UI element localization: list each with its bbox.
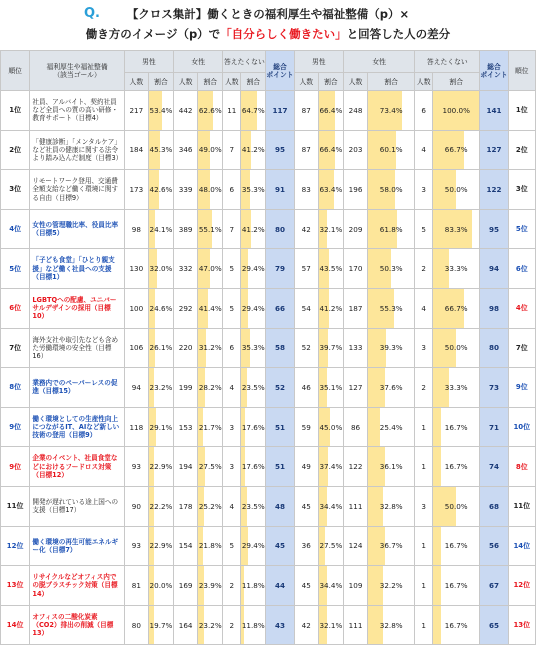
ratio-cell: 29.4%	[241, 249, 266, 289]
ratio-cell: 34.4%	[318, 566, 343, 606]
header-rank: 順位	[1, 51, 30, 91]
item-cell: LGBTQへの配慮、ユニバーサルデザインの採用（目標10）	[30, 288, 124, 328]
ratio-cell: 25.4%	[368, 407, 415, 447]
ratio-cell: 43.5%	[318, 249, 343, 289]
rank-cell: 8位	[508, 447, 535, 487]
count-cell: 49	[294, 447, 318, 487]
ratio-cell: 62.6%	[198, 91, 223, 131]
item-cell: オフィスの二酸化炭素（CO2）排出の削減（目標13）	[30, 605, 124, 645]
ratio-cell: 29.1%	[148, 407, 173, 447]
q-label: Q.	[84, 6, 100, 21]
ratio-cell: 26.1%	[148, 328, 173, 368]
count-cell: 220	[174, 328, 198, 368]
ratio-cell: 17.6%	[241, 407, 266, 447]
ratio-cell: 37.6%	[368, 368, 415, 408]
header-female: 女性	[174, 51, 223, 73]
count-cell: 1	[415, 447, 433, 487]
count-cell: 2	[415, 249, 433, 289]
count-cell: 3	[223, 407, 241, 447]
subheader: 人数	[174, 73, 198, 91]
total-point-cell: 51	[266, 447, 294, 487]
ratio-cell: 22.9%	[148, 447, 173, 487]
count-cell: 203	[343, 130, 367, 170]
ratio-cell: 21.7%	[198, 407, 223, 447]
count-cell: 184	[124, 130, 148, 170]
ratio-cell: 11.8%	[241, 605, 266, 645]
total-point-cell: 65	[480, 605, 508, 645]
header-item: 福利厚生や福祉整備 （該当ゴール）	[30, 51, 124, 91]
count-cell: 6	[415, 91, 433, 131]
total-point-cell: 74	[480, 447, 508, 487]
ratio-cell: 25.2%	[198, 486, 223, 526]
count-cell: 7	[223, 209, 241, 249]
ratio-cell: 60.1%	[368, 130, 415, 170]
ratio-cell: 45.3%	[148, 130, 173, 170]
ratio-bar	[433, 606, 441, 645]
count-cell: 93	[124, 526, 148, 566]
rank-cell: 13位	[1, 566, 30, 606]
count-cell: 5	[223, 526, 241, 566]
count-cell: 4	[415, 288, 433, 328]
ratio-cell: 61.8%	[368, 209, 415, 249]
count-cell: 199	[174, 368, 198, 408]
ratio-cell: 16.7%	[433, 447, 480, 487]
ratio-cell: 58.0%	[368, 170, 415, 210]
count-cell: 94	[124, 368, 148, 408]
ratio-cell: 31.2%	[198, 328, 223, 368]
subheader: 人数	[124, 73, 148, 91]
count-cell: 4	[415, 130, 433, 170]
ratio-cell: 50.3%	[368, 249, 415, 289]
ratio-bar	[433, 566, 441, 605]
count-cell: 87	[294, 130, 318, 170]
ratio-cell: 23.2%	[148, 368, 173, 408]
count-cell: 154	[174, 526, 198, 566]
total-point-cell: 45	[266, 526, 294, 566]
count-cell: 36	[294, 526, 318, 566]
count-cell: 173	[124, 170, 148, 210]
header-rank-2: 順位	[508, 51, 535, 91]
ratio-cell: 22.2%	[148, 486, 173, 526]
item-cell: 開発が遅れている途上国への支援（目標17）	[30, 486, 124, 526]
count-cell: 98	[124, 209, 148, 249]
item-cell: 働く環境の再生可能エネルギー化（目標7）	[30, 526, 124, 566]
count-cell: 109	[343, 566, 367, 606]
rank-cell: 12位	[1, 526, 30, 566]
count-cell: 3	[415, 170, 433, 210]
count-cell: 1	[415, 526, 433, 566]
ratio-cell: 41.4%	[198, 288, 223, 328]
ratio-cell: 66.7%	[433, 288, 480, 328]
table-row	[1, 91, 536, 131]
ratio-cell: 24.6%	[148, 288, 173, 328]
ratio-cell: 35.3%	[241, 170, 266, 210]
ratio-bar	[433, 408, 441, 447]
count-cell: 346	[174, 130, 198, 170]
count-cell: 127	[343, 368, 367, 408]
count-cell: 1	[415, 605, 433, 645]
subheader: 割合	[198, 73, 223, 91]
subheader: 割合	[433, 73, 480, 91]
count-cell: 6	[223, 328, 241, 368]
count-cell: 87	[294, 91, 318, 131]
ratio-cell: 55.3%	[368, 288, 415, 328]
count-cell: 178	[174, 486, 198, 526]
ratio-cell: 66.4%	[318, 130, 343, 170]
rank-cell: 7位	[508, 328, 535, 368]
count-cell: 46	[294, 368, 318, 408]
ratio-cell: 32.1%	[318, 209, 343, 249]
total-point-cell: 94	[480, 249, 508, 289]
total-point-cell: 56	[480, 526, 508, 566]
ratio-cell: 42.6%	[148, 170, 173, 210]
title-line1: 【クロス集計】働くときの福利厚生や福祉整備（p）×	[126, 7, 410, 21]
total-point-cell: 80	[480, 328, 508, 368]
count-cell: 209	[343, 209, 367, 249]
rank-cell: 14位	[508, 526, 535, 566]
count-cell: 5	[223, 288, 241, 328]
header-female-2: 女性	[343, 51, 414, 73]
count-cell: 1	[415, 407, 433, 447]
title-area	[0, 0, 536, 50]
count-cell: 86	[343, 407, 367, 447]
table-row	[1, 368, 536, 408]
count-cell: 2	[223, 566, 241, 606]
count-cell: 100	[124, 288, 148, 328]
ratio-cell: 32.1%	[318, 605, 343, 645]
ratio-cell: 21.8%	[198, 526, 223, 566]
rank-cell: 1位	[508, 91, 535, 131]
count-cell: 11	[223, 91, 241, 131]
count-cell: 3	[223, 447, 241, 487]
ratio-cell: 55.1%	[198, 209, 223, 249]
cross-table	[0, 50, 536, 645]
ratio-cell: 41.2%	[318, 288, 343, 328]
ratio-cell: 23.9%	[198, 566, 223, 606]
table-row	[1, 130, 536, 170]
count-cell: 6	[223, 170, 241, 210]
count-cell: 90	[124, 486, 148, 526]
item-cell: 「健康診断」「メンタルケア」など社員の健康に関する法令より踏み込んだ制度（目標3）	[30, 130, 124, 170]
total-point-cell: 91	[266, 170, 294, 210]
count-cell: 5	[415, 209, 433, 249]
count-cell: 130	[124, 249, 148, 289]
count-cell: 111	[343, 605, 367, 645]
header-na: 答えたくない	[223, 51, 266, 73]
ratio-cell: 29.4%	[241, 526, 266, 566]
item-cell: 女性の管理職比率、役員比率（目標5）	[30, 209, 124, 249]
count-cell: 5	[223, 249, 241, 289]
subheader: 人数	[223, 73, 241, 91]
table-row	[1, 170, 536, 210]
rank-cell: 9位	[508, 368, 535, 408]
ratio-cell: 17.6%	[241, 447, 266, 487]
total-point-cell: 127	[480, 130, 508, 170]
count-cell: 196	[343, 170, 367, 210]
rank-cell: 11位	[1, 486, 30, 526]
count-cell: 187	[343, 288, 367, 328]
count-cell: 80	[124, 605, 148, 645]
rank-cell: 11位	[508, 486, 535, 526]
total-point-cell: 43	[266, 605, 294, 645]
table-row	[1, 605, 536, 645]
count-cell: 2	[223, 605, 241, 645]
total-point-cell: 58	[266, 328, 294, 368]
ratio-cell: 63.4%	[318, 170, 343, 210]
rank-cell: 8位	[1, 368, 30, 408]
count-cell: 59	[294, 407, 318, 447]
rank-cell: 1位	[1, 91, 30, 131]
ratio-cell: 39.3%	[368, 328, 415, 368]
ratio-cell: 32.8%	[368, 605, 415, 645]
subheader: 割合	[368, 73, 415, 91]
count-cell: 45	[294, 566, 318, 606]
table-row	[1, 209, 536, 249]
count-cell: 339	[174, 170, 198, 210]
total-point-cell: 79	[266, 249, 294, 289]
ratio-cell: 47.0%	[198, 249, 223, 289]
ratio-cell: 50.0%	[433, 486, 480, 526]
count-cell: 3	[415, 328, 433, 368]
total-point-cell: 141	[480, 91, 508, 131]
rank-cell: 3位	[508, 170, 535, 210]
count-cell: 111	[343, 486, 367, 526]
ratio-bar	[433, 447, 441, 486]
count-cell: 4	[223, 368, 241, 408]
ratio-cell: 32.0%	[148, 249, 173, 289]
ratio-cell: 36.1%	[368, 447, 415, 487]
ratio-cell: 41.2%	[241, 130, 266, 170]
rank-cell: 5位	[508, 209, 535, 249]
header-total: 総合 ポイント	[266, 51, 294, 91]
total-point-cell: 67	[480, 566, 508, 606]
count-cell: 42	[294, 605, 318, 645]
item-cell: リモートワーク登用、交通費全額支給など働く環境に関する自由（目標9）	[30, 170, 124, 210]
ratio-cell: 39.7%	[318, 328, 343, 368]
subheader: 割合	[241, 73, 266, 91]
item-cell: 企業のイベント、社員食堂などにおけるフードロス対策（目標12）	[30, 447, 124, 487]
rank-cell: 6位	[1, 288, 30, 328]
ratio-cell: 27.5%	[318, 526, 343, 566]
rank-cell: 2位	[1, 130, 30, 170]
count-cell: 81	[124, 566, 148, 606]
count-cell: 7	[223, 130, 241, 170]
count-cell: 83	[294, 170, 318, 210]
count-cell: 124	[343, 526, 367, 566]
count-cell: 248	[343, 91, 367, 131]
ratio-cell: 66.4%	[318, 91, 343, 131]
ratio-bar	[368, 408, 380, 447]
ratio-cell: 73.4%	[368, 91, 415, 131]
ratio-cell: 23.5%	[241, 486, 266, 526]
count-cell: 42	[294, 209, 318, 249]
ratio-cell: 16.7%	[433, 566, 480, 606]
ratio-cell: 50.0%	[433, 328, 480, 368]
header-male-2: 男性	[294, 51, 343, 73]
rank-cell: 12位	[508, 566, 535, 606]
ratio-cell: 37.4%	[318, 447, 343, 487]
total-point-cell: 68	[480, 486, 508, 526]
item-cell: 働く環境としての生産性向上につながるIT、AIなど新しい技術の登用（目標9）	[30, 407, 124, 447]
count-cell: 292	[174, 288, 198, 328]
total-point-cell: 52	[266, 368, 294, 408]
total-point-cell: 95	[266, 130, 294, 170]
rank-cell: 2位	[508, 130, 535, 170]
total-point-cell: 66	[266, 288, 294, 328]
ratio-cell: 48.0%	[198, 170, 223, 210]
ratio-cell: 27.5%	[198, 447, 223, 487]
count-cell: 122	[343, 447, 367, 487]
item-cell: リサイクルなどオフィス内での脱プラスチック対策（目標14）	[30, 566, 124, 606]
count-cell: 442	[174, 91, 198, 131]
count-cell: 389	[174, 209, 198, 249]
count-cell: 169	[174, 566, 198, 606]
ratio-cell: 28.2%	[198, 368, 223, 408]
total-point-cell: 117	[266, 91, 294, 131]
rank-cell: 4位	[1, 209, 30, 249]
subheader: 人数	[343, 73, 367, 91]
total-point-cell: 48	[266, 486, 294, 526]
ratio-cell: 50.0%	[433, 170, 480, 210]
table-row	[1, 288, 536, 328]
ratio-cell: 29.4%	[241, 288, 266, 328]
table-row	[1, 407, 536, 447]
header-total-2: 総合 ポイント	[480, 51, 508, 91]
total-point-cell: 71	[480, 407, 508, 447]
count-cell: 118	[124, 407, 148, 447]
rank-cell: 7位	[1, 328, 30, 368]
ratio-cell: 16.7%	[433, 605, 480, 645]
total-point-cell: 73	[480, 368, 508, 408]
count-cell: 2	[415, 368, 433, 408]
ratio-cell: 16.7%	[433, 526, 480, 566]
ratio-cell: 34.4%	[318, 486, 343, 526]
rank-cell: 5位	[1, 249, 30, 289]
rank-cell: 10位	[508, 407, 535, 447]
table-row	[1, 249, 536, 289]
ratio-cell: 33.3%	[433, 368, 480, 408]
count-cell: 194	[174, 447, 198, 487]
ratio-cell: 32.8%	[368, 486, 415, 526]
title-line2: 働き方のイメージ（p）で「自分らしく働きたい」と回答した人の差分	[85, 27, 451, 41]
ratio-cell: 11.8%	[241, 566, 266, 606]
count-cell: 217	[124, 91, 148, 131]
subheader: 割合	[318, 73, 343, 91]
table-row	[1, 328, 536, 368]
rank-cell: 9位	[1, 447, 30, 487]
count-cell: 133	[343, 328, 367, 368]
item-cell: 「子ども食堂」「ひとり親支援」など働く社員への支援（目標1）	[30, 249, 124, 289]
rank-cell: 14位	[1, 605, 30, 645]
total-point-cell: 44	[266, 566, 294, 606]
subheader: 人数	[415, 73, 433, 91]
ratio-cell: 33.3%	[433, 249, 480, 289]
subheader: 人数	[294, 73, 318, 91]
ratio-cell: 100.0%	[433, 91, 480, 131]
table-row	[1, 526, 536, 566]
count-cell: 1	[415, 566, 433, 606]
ratio-cell: 49.0%	[198, 130, 223, 170]
total-point-cell: 51	[266, 407, 294, 447]
ratio-cell: 22.9%	[148, 526, 173, 566]
ratio-cell: 36.7%	[368, 526, 415, 566]
total-point-cell: 122	[480, 170, 508, 210]
table-row	[1, 447, 536, 487]
ratio-cell: 24.1%	[148, 209, 173, 249]
ratio-cell: 23.2%	[198, 605, 223, 645]
ratio-bar	[433, 527, 441, 566]
ratio-cell: 41.2%	[241, 209, 266, 249]
ratio-cell: 19.7%	[148, 605, 173, 645]
count-cell: 93	[124, 447, 148, 487]
item-cell: 業務内でのペーパーレスの促進（目標15）	[30, 368, 124, 408]
count-cell: 332	[174, 249, 198, 289]
rank-cell: 4位	[508, 288, 535, 328]
item-cell: 社員、アルバイト、契約社員など全員への質の高い研修・教育サポート（目標4）	[30, 91, 124, 131]
count-cell: 3	[415, 486, 433, 526]
count-cell: 54	[294, 288, 318, 328]
ratio-cell: 83.3%	[433, 209, 480, 249]
table-row	[1, 486, 536, 526]
count-cell: 153	[174, 407, 198, 447]
ratio-cell: 53.4%	[148, 91, 173, 131]
total-point-cell: 95	[480, 209, 508, 249]
ratio-cell: 45.0%	[318, 407, 343, 447]
subheader: 割合	[148, 73, 173, 91]
item-cell: 海外支社や取引先なども含めた労働環境の安全性（目標16）	[30, 328, 124, 368]
count-cell: 164	[174, 605, 198, 645]
rank-cell: 6位	[508, 249, 535, 289]
ratio-cell: 35.3%	[241, 328, 266, 368]
total-point-cell: 98	[480, 288, 508, 328]
ratio-cell: 20.0%	[148, 566, 173, 606]
count-cell: 52	[294, 328, 318, 368]
rank-cell: 3位	[1, 170, 30, 210]
total-point-cell: 80	[266, 209, 294, 249]
ratio-cell: 23.5%	[241, 368, 266, 408]
count-cell: 170	[343, 249, 367, 289]
count-cell: 4	[223, 486, 241, 526]
table-row	[1, 566, 536, 606]
ratio-cell: 32.2%	[368, 566, 415, 606]
ratio-cell: 35.1%	[318, 368, 343, 408]
ratio-cell: 16.7%	[433, 407, 480, 447]
count-cell: 45	[294, 486, 318, 526]
rank-cell: 13位	[508, 605, 535, 645]
header-na-2: 答えたくない	[415, 51, 480, 73]
count-cell: 57	[294, 249, 318, 289]
count-cell: 106	[124, 328, 148, 368]
rank-cell: 9位	[1, 407, 30, 447]
ratio-cell: 66.7%	[433, 130, 480, 170]
header-male: 男性	[124, 51, 173, 73]
ratio-cell: 64.7%	[241, 91, 266, 131]
